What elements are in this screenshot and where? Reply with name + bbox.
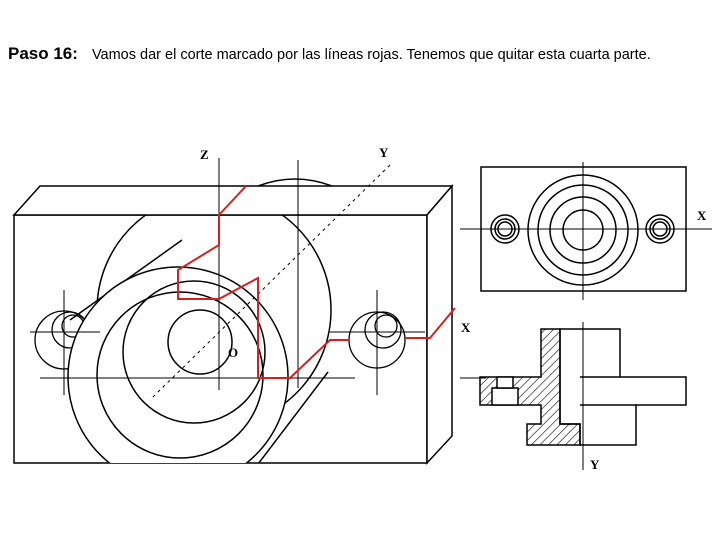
section-hole-left: [492, 388, 518, 405]
axis-label-x-top-view: X: [697, 208, 707, 223]
isometric-view: [14, 179, 452, 487]
step-instruction: Vamos dar el corte marcado por las líneas rojas. Tenemos que quitar esta cuarta parte.: [91, 47, 651, 63]
axis-label-origin: O: [228, 345, 239, 360]
axis-label-x-section: X: [461, 320, 471, 335]
step-label: Paso 16:: [8, 44, 78, 63]
top-boss: [258, 179, 332, 186]
axis-label-y-section: Y: [590, 457, 600, 472]
axis-label-z: Z: [200, 147, 209, 162]
axis-label-y-top: Y: [379, 145, 389, 160]
block-side-face: [427, 186, 452, 463]
